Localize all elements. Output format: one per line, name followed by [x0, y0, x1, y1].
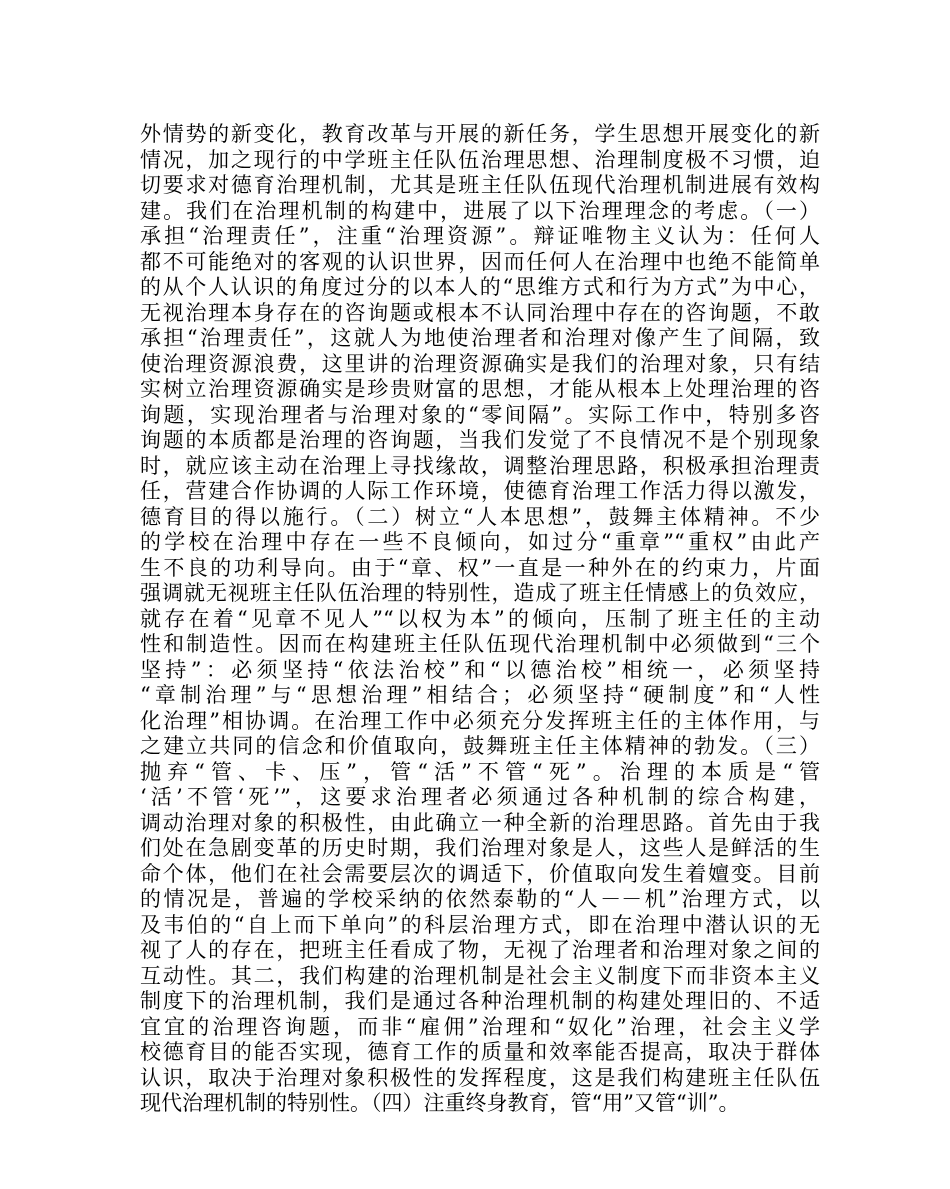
text-line: 承担“治理责任”，这就人为地使治理者和治理对像产生了间隔，致: [140, 326, 820, 350]
text-line: 抛弃“管、卡、压”，管“活”不管“死”。治理的本质是“管: [140, 759, 820, 784]
text-line: 的情况是，普遍的学校采纳的依然泰勒的“人－－机”治理方式，以: [140, 887, 820, 911]
text-line: ‘活’不管‘死’”，这要求治理者必须通过各种机制的综合构建，: [140, 785, 820, 809]
text-line: 承担“治理责任”，注重“治理资源”。辩证唯物主义认为：任何人: [140, 224, 820, 248]
text-line: 现代治理机制的特别性。（四）注重终身教育，管“用”又管“训”。: [140, 1091, 740, 1115]
text-line: 宜宜的治理咨询题，而非“雇佣”治理和“奴化”治理，社会主义学: [140, 1014, 820, 1039]
text-line: 任，营建合作协调的人际工作环境，使德育治理工作活力得以激发，: [140, 479, 820, 503]
text-line: 互动性。其二，我们构建的治理机制是社会主义制度下而非资本主义: [140, 963, 820, 988]
text-line: 调动治理对象的积极性，由此确立一种全新的治理思路。首先由于我: [140, 810, 820, 835]
text-line: 制度下的治理机制，我们是通过各种治理机制的构建处理旧的、不适: [140, 989, 820, 1013]
text-line: 化治理”相协调。在治理工作中必须充分发挥班主任的主体作用，与: [140, 708, 820, 733]
text-line: 命个体，他们在社会需要层次的调适下，价值取向发生着嬗变。目前: [140, 861, 820, 886]
text-line: 们处在急剧变革的历史时期，我们治理对象是人，这些人是鲜活的生: [140, 836, 820, 860]
text-line: 就存在着“见章不见人”“以权为本”的倾向，压制了班主任的主动: [140, 606, 820, 631]
text-line: 外情势的新变化，教育改革与开展的新任务，学生思想开展变化的新: [140, 122, 820, 146]
text-line: “章制治理”与“思想治理”相结合；必须坚持“硬制度”和“人性: [140, 683, 820, 707]
text-line: 校德育目的能否实现，德育工作的质量和效率能否提高，取决于群体: [140, 1040, 820, 1064]
text-line: 坚持”：必须坚持“依法治校”和“以德治校”相统一，必须坚持: [140, 657, 820, 682]
text-line: 情况，加之现行的中学班主任队伍治理思想、治理制度极不习惯，迫: [140, 147, 820, 172]
text-line: 建。我们在治理机制的构建中，进展了以下治理理念的考虑。（一）: [140, 198, 820, 223]
text-line: 认识，取决于治理对象积极性的发挥程度，这是我们构建班主任队伍: [140, 1065, 820, 1090]
text-line: 生不良的功利导向。由于“章、权”一直是一种外在的约束力，片面: [140, 555, 820, 580]
text-line: 询题，实现治理者与治理对象的“零间隔”。实际工作中，特别多咨: [140, 402, 820, 427]
body-text: [140, 122, 820, 1117]
text-line: 实树立治理资源确实是珍贵财富的思想，才能从根本上处理治理的咨: [140, 377, 820, 401]
text-line: 强调就无视班主任队伍治理的特别性，造成了班主任情感上的负效应，: [140, 581, 820, 605]
text-line: 使治理资源浪费，这里讲的治理资源确实是我们的治理对象，只有结: [140, 351, 820, 376]
text-line: 的从个人认识的角度过分的以本人的“思维方式和行为方式”为中心，: [140, 275, 820, 299]
text-line: 之建立共同的信念和价值取向，鼓舞班主任主体精神的勃发。（三）: [140, 734, 820, 758]
text-line: 无视治理本身存在的咨询题或根本不认同治理中存在的咨询题，不敢: [140, 300, 820, 325]
text-line: 及韦伯的“自上而下单向”的科层治理方式，即在治理中潜认识的无: [140, 912, 820, 937]
text-line: 性和制造性。因而在构建班主任队伍现代治理机制中必须做到“三个: [140, 632, 820, 656]
text-line: 时，就应该主动在治理上寻找缘故，调整治理思路，积极承担治理责: [140, 453, 820, 478]
text-line: 都不可能绝对的客观的认识世界，因而任何人在治理中也绝不能简单: [140, 249, 820, 274]
text-line: 德育目的得以施行。（二）树立“人本思想”，鼓舞主体精神。不少: [140, 504, 820, 529]
text-line: 视了人的存在，把班主任看成了物，无视了治理者和治理对象之间的: [140, 938, 820, 962]
text-line: 询题的本质都是治理的咨询题，当我们发觉了不良情况不是个别现象: [140, 428, 820, 452]
text-line: 切要求对德育治理机制，尤其是班主任队伍现代治理机制进展有效构: [140, 173, 820, 197]
text-line: 的学校在治理中存在一些不良倾向，如过分“重章”“重权”由此产: [140, 530, 820, 554]
